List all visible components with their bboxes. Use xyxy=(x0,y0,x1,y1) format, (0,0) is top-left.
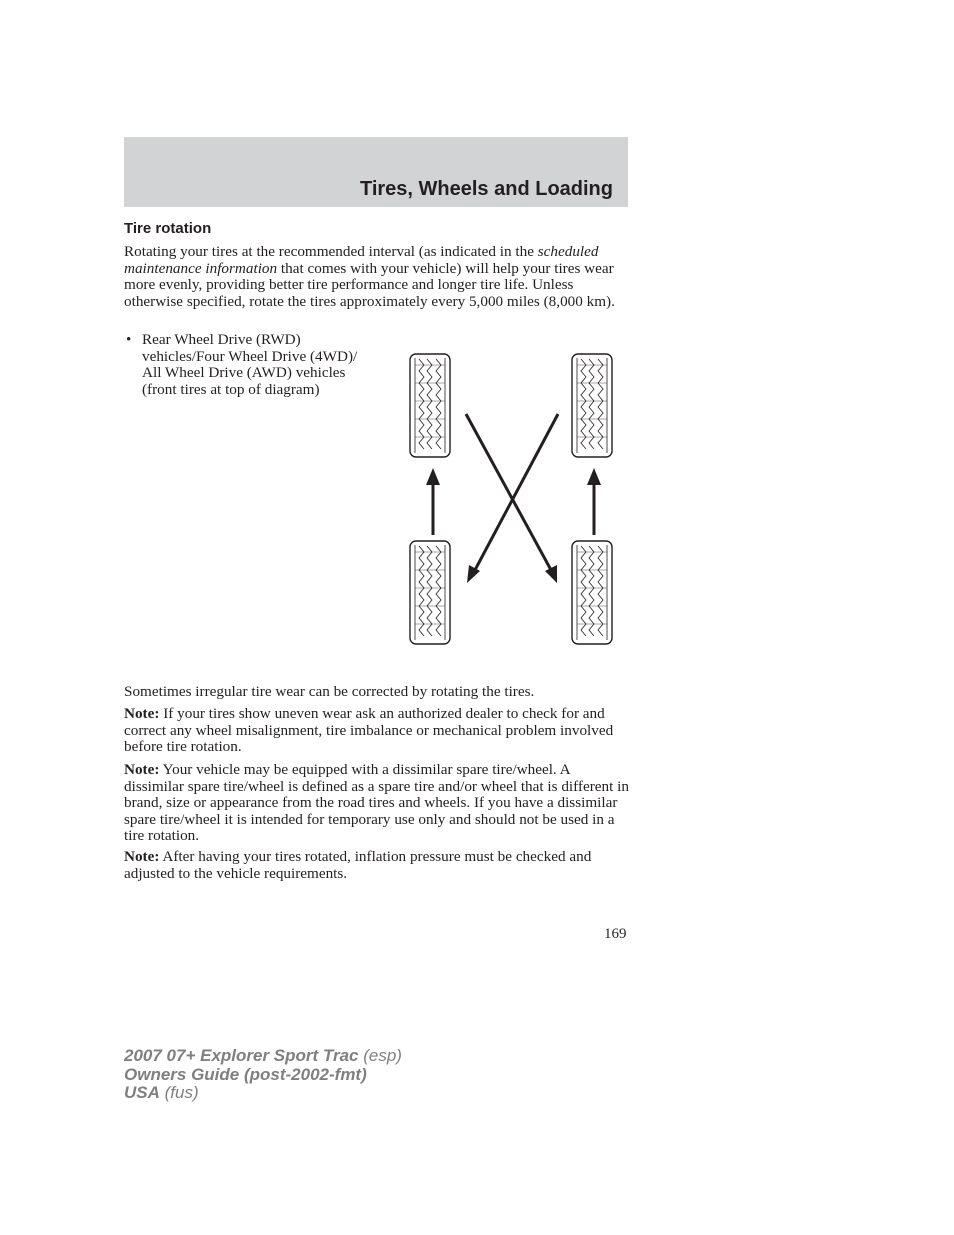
footer-guide: Owners Guide (post-2002-fmt) xyxy=(124,1064,367,1084)
chapter-title: Tires, Wheels and Loading xyxy=(359,178,613,200)
note-uneven-wear xyxy=(124,706,630,756)
note-text: If your tires show uneven wear ask an authorized dealer to check for and correct any wheel misalignment, tire imbalance or mechanical problem involved before tire rotation. xyxy=(124,705,614,755)
intro-italic-reference: scheduled maintenance information xyxy=(124,243,599,277)
note-dissimilar-spare xyxy=(124,762,630,845)
note-label: Note: xyxy=(124,705,160,722)
intro-paragraph xyxy=(124,244,630,310)
note-inflation-pressure xyxy=(124,849,630,882)
right-up-arrow-icon xyxy=(587,468,601,535)
tire-rotation-diagram xyxy=(400,345,620,655)
bullet-text: Rear Wheel Drive (RWD) vehicles/Four Wheel Drive (4WD)/ All Wheel Drive (AWD) vehicles (front tires at top of diagram) xyxy=(142,331,358,398)
footer-line-market xyxy=(124,1084,402,1103)
footer-model: 2007 07+ Explorer Sport Trac xyxy=(124,1046,359,1065)
intro-text-start: Rotating your tires at the recommended interval (as indicated in the xyxy=(124,243,538,260)
rotation-benefit-text: Sometimes irregular tire wear can be corrected by rotating the tires. xyxy=(124,683,535,700)
document-footer xyxy=(124,1047,402,1103)
rear-right-tire-icon xyxy=(572,541,612,644)
footer-market-code: (fus) xyxy=(159,1083,199,1102)
rear-left-tire-icon xyxy=(410,541,450,644)
left-up-arrow-icon xyxy=(426,468,440,535)
page-number: 169 xyxy=(604,926,627,942)
chapter-header-band xyxy=(124,137,628,207)
intro-text-end: that comes with your vehicle) will help your tires wear more evenly, providing better tire performance and longer tire life. Unless otherwise specified, rotate the tires approximately every 5,000 miles (8,000 km). xyxy=(124,259,615,310)
front-left-tire-icon xyxy=(410,354,450,457)
footer-line-model xyxy=(124,1047,402,1066)
note-label: Note: xyxy=(124,848,160,865)
note-label: Note: xyxy=(124,761,160,778)
note-text: After having your tires rotated, inflation pressure must be checked and adjusted to the vehicle requirements. xyxy=(124,848,592,882)
front-right-tire-icon xyxy=(572,354,612,457)
note-text: Your vehicle may be equipped with a dissimilar spare tire/wheel. A dissimilar spare tire/wheel is defined as a spare tire and/or wheel that is different in brand, size or appearance from the road tires and wheels. If you have a dissimilar spare tire/wheel it is intended for temporary use only and should not be used in a tire rotation. xyxy=(124,761,629,844)
section-heading: Tire rotation xyxy=(124,220,212,237)
footer-model-code: (esp) xyxy=(358,1046,402,1065)
bullet-dot: • xyxy=(126,331,132,348)
footer-line-guide xyxy=(124,1066,402,1085)
footer-market: USA xyxy=(124,1083,160,1102)
